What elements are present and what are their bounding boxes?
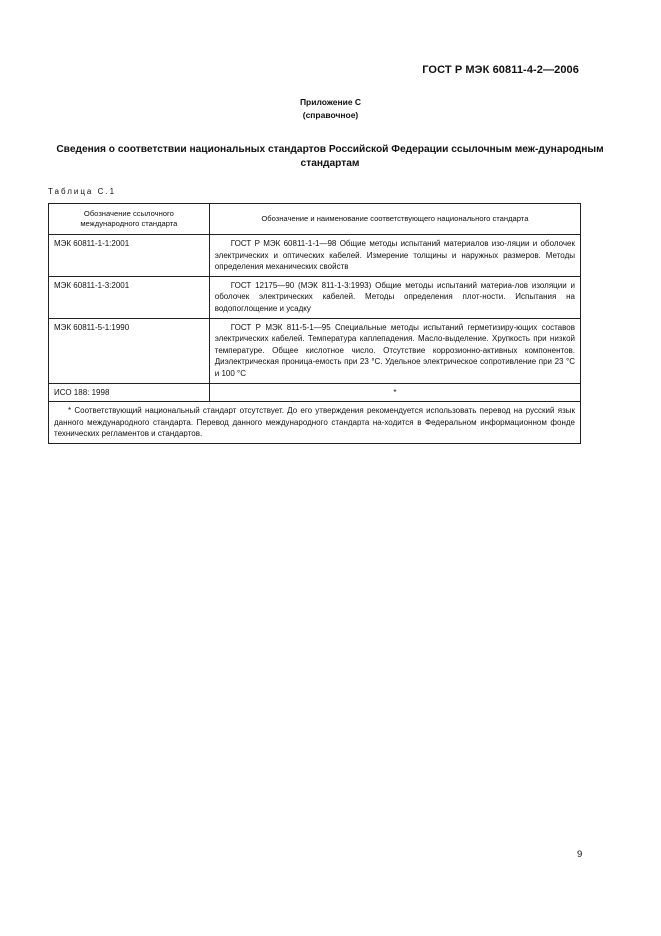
national-standard-cell: *	[209, 383, 580, 402]
annex-subtitle: (справочное)	[302, 110, 359, 120]
section-title: Сведения о соответствии национальных стандартов Российской Федерации ссылочным меж-дународным стандартам	[56, 144, 604, 169]
table-caption: Таблица С.1	[48, 187, 117, 196]
column-header-international: Обозначение ссылочного международного стандарта	[49, 204, 210, 235]
table-footnote-cell	[49, 402, 581, 444]
national-standard-text: ГОСТ Р МЭК 60811-1-1—98 Общие методы испытаний материалов изо-ляции и оболочек электрических и оптических кабелей. Измерение толщины и наружных размеров. Методы определения механических свойств	[214, 239, 575, 272]
national-standard-cell	[209, 235, 580, 277]
international-standard-cell: МЭК 60811-1-3:2001	[49, 276, 210, 318]
reference-standards-table	[48, 203, 581, 444]
national-standard-text: ГОСТ 12175—90 (МЭК 811-1-3:1993) Общие методы испытаний материа-лов изоляции и оболочек электрических кабелей. Методы определения плот-ности. Испытания на водопоглощение и усадку	[214, 280, 575, 313]
table-footnote-row	[49, 402, 581, 444]
international-standard-cell: ИСО 188: 1998	[49, 383, 210, 402]
international-standard-cell: МЭК 60811-5-1:1990	[49, 318, 210, 383]
table-row	[49, 276, 581, 318]
annex-title: Приложение С	[299, 97, 362, 107]
table-header-row	[49, 204, 581, 235]
column-header-national: Обозначение и наименование соответствующего национального стандарта	[209, 204, 580, 235]
table-row	[49, 318, 581, 383]
table-footnote: * Соответствующий национальный стандарт отсутствует. До его утверждения рекомендуется использовать перевод на русский язык данного международного стандарта. Перевод данного международного стандарта на-ходится в Федеральном информационном фонде технических регламентов и стандартов.	[54, 406, 575, 439]
table-row	[49, 383, 581, 402]
annex-heading	[0, 96, 661, 122]
national-standard-cell	[209, 318, 580, 383]
international-standard-cell: МЭК 60811-1-1:2001	[49, 235, 210, 277]
standard-code-header: ГОСТ Р МЭК 60811-4-2—2006	[422, 64, 579, 76]
table-row	[49, 235, 581, 277]
national-standard-cell	[209, 276, 580, 318]
national-standard-text: ГОСТ Р МЭК 811-5-1—95 Специальные методы испытаний герметизиру-ющих составов электрических кабелей. Температура каплепадения. Масло-выделение. Хрупкость при низкой температуре. Общее кислотное число. Отсутствие коррозионно-активных компонентов. Диэлектрическая проница-емость при 23 °С. Удельное электрическое сопротивление при 23 °С и 100 °С	[214, 322, 575, 378]
page-number: 9	[577, 849, 583, 860]
